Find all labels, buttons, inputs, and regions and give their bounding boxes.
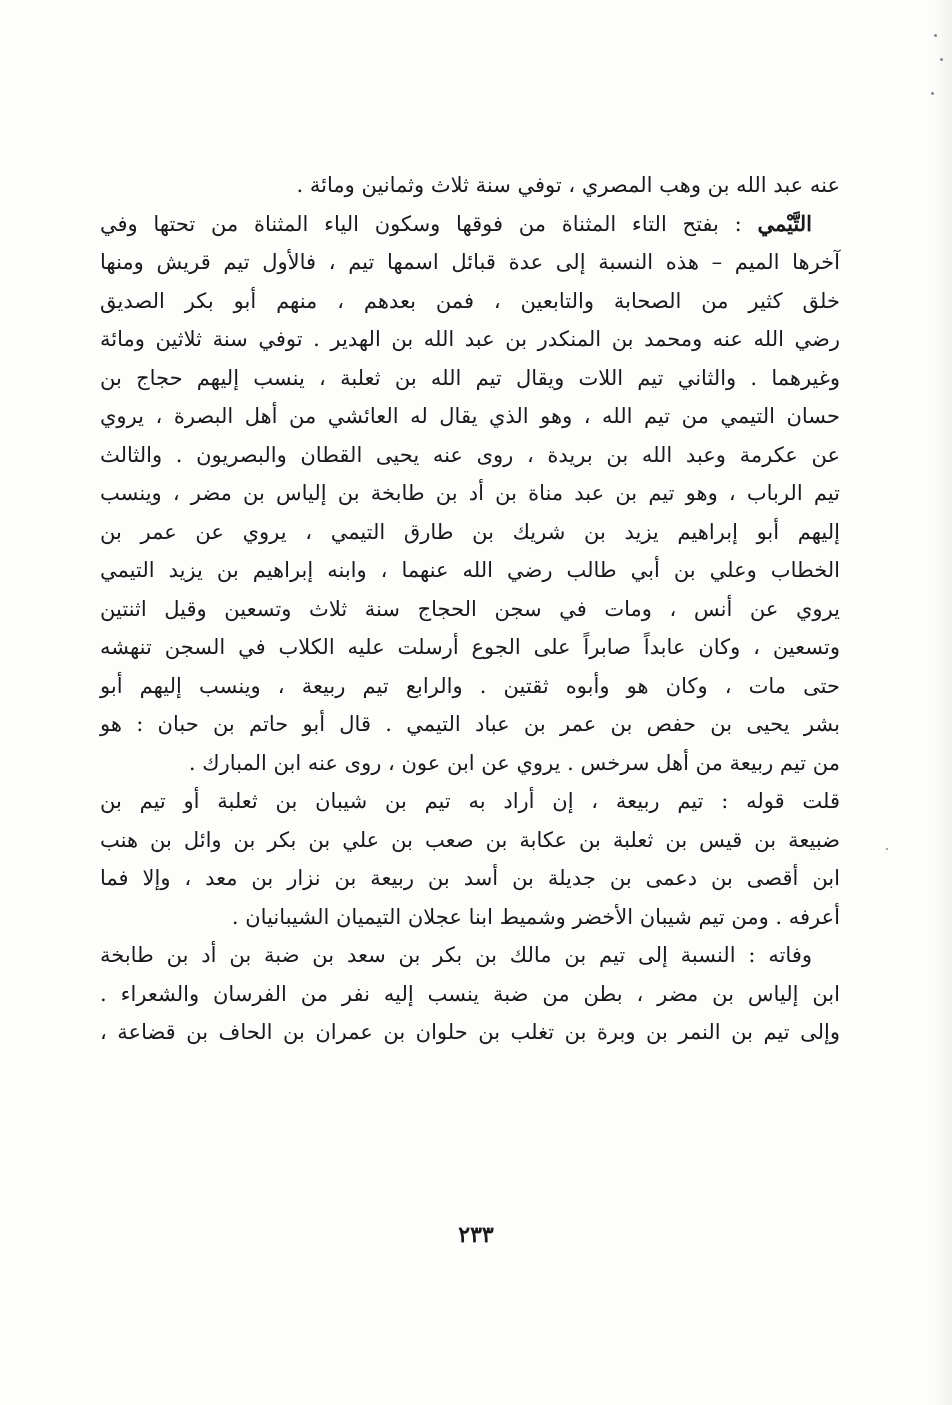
text-line: إليهم أبو إبراهيم يزيد بن شريك بن طارق التيمي ، يروي عن عمر بن <box>100 519 840 544</box>
page-edge-shadow <box>934 0 952 1405</box>
scan-speck <box>940 58 943 61</box>
text-line: الخطاب وعلي بن أبي طالب رضي الله عنهما ، وابنه إبراهيم بن يزيد التيمي <box>100 558 840 582</box>
text-line: قلت قوله : تيم ربيعة ، إن أراد به تيم بن شيبان بن ثعلبة أو تيم بن <box>100 789 840 813</box>
scan-speck <box>886 848 888 850</box>
entry-term: التَّيْمي <box>757 210 812 236</box>
text-line: ضبيعة بن قيس بن ثعلبة بن عكابة بن صعب بن علي بن بكر بن وائل بن هنب <box>100 827 840 852</box>
text-line: أعرفه . ومن تيم شيبان الأخضر وشميط ابنا عجلان التيميان الشيبانيان . <box>231 904 840 929</box>
text-line: وغيرهما . والثاني تيم اللات ويقال تيم الله بن ثعلبة ، ينسب إليهم حجاج بن <box>100 365 840 390</box>
text-line: من تيم ربيعة من أهل سرخس . يروي عن ابن عون ، روى عنه ابن المبارك . <box>188 750 840 775</box>
text-line: حسان التيمي من تيم الله ، وهو الذي يقال له العائشي من أهل البصرة ، يروي <box>100 404 840 428</box>
text-line: حتى مات ، وكان هو وأبوه ثقتين . والرابع تيم ربيعة ، وينسب إليهم أبو <box>100 673 840 698</box>
text-line: رضي الله عنه ومحمد بن المنكدر بن عبد الله بن الهدير . توفي سنة ثلاثين ومائة <box>100 327 840 351</box>
page-number: ٢٣٣ <box>458 1222 494 1248</box>
text-line: بشر يحيى بن حفص بن عمر بن عباد التيمي . قال أبو حاتم بن حبان : هو <box>100 712 840 736</box>
text-line: خلق كثير من الصحابة والتابعين ، فمن بعدهم ، منهم أبو بكر الصديق <box>100 288 840 313</box>
scan-speck <box>934 34 937 37</box>
text-line: عن عكرمة وعبد الله بن بريدة ، روى عنه يحيى القطان والبصريون . والثالث <box>100 442 840 467</box>
text-line: ابن إلياس بن مضر ، بطن من ضبة ينسب إليه نفر من الفرسان والشعراء . <box>100 981 840 1006</box>
text-line: آخرها الميم – هذه النسبة إلى عدة قبائل اسمها تيم ، فالأول تيم قريش ومنها <box>100 250 840 274</box>
text-line: يروي عن أنس ، ومات في سجن الحجاج سنة ثلاث وتسعين وقيل اثنتين <box>100 596 840 621</box>
entry-definition-start: : بفتح التاء المثناة من فوقها وسكون الياء المثناة من تحتها وفي <box>100 211 742 236</box>
body-text <box>100 166 840 1052</box>
text-line: وإلى تيم بن النمر بن وبرة بن تغلب بن حلوان بن عمران بن الحاف بن قضاعة ، <box>100 1020 840 1044</box>
text-line: عنه عبد الله بن وهب المصري ، توفي سنة ثلاث وثمانين ومائة . <box>296 173 840 197</box>
text-line: وتسعين ، وكان عابداً صابراً على الجوع أرسلت عليه الكلاب في السجن تنهشه <box>100 635 840 659</box>
scan-speck <box>931 92 934 95</box>
text-line: وفاته : النسبة إلى تيم بن مالك بن بكر بن سعد بن ضبة بن أد بن طابخة <box>100 943 812 967</box>
text-line: ابن أقصى بن دعمى بن جديلة بن أسد بن ربيعة بن نزار بن معد ، وإلا فما <box>100 866 840 890</box>
text-line: تيم الرباب ، وهو تيم بن عبد مناة بن أد بن طابخة بن إلياس بن مضر ، وينسب <box>100 481 840 505</box>
entry-heading-line <box>100 205 840 244</box>
